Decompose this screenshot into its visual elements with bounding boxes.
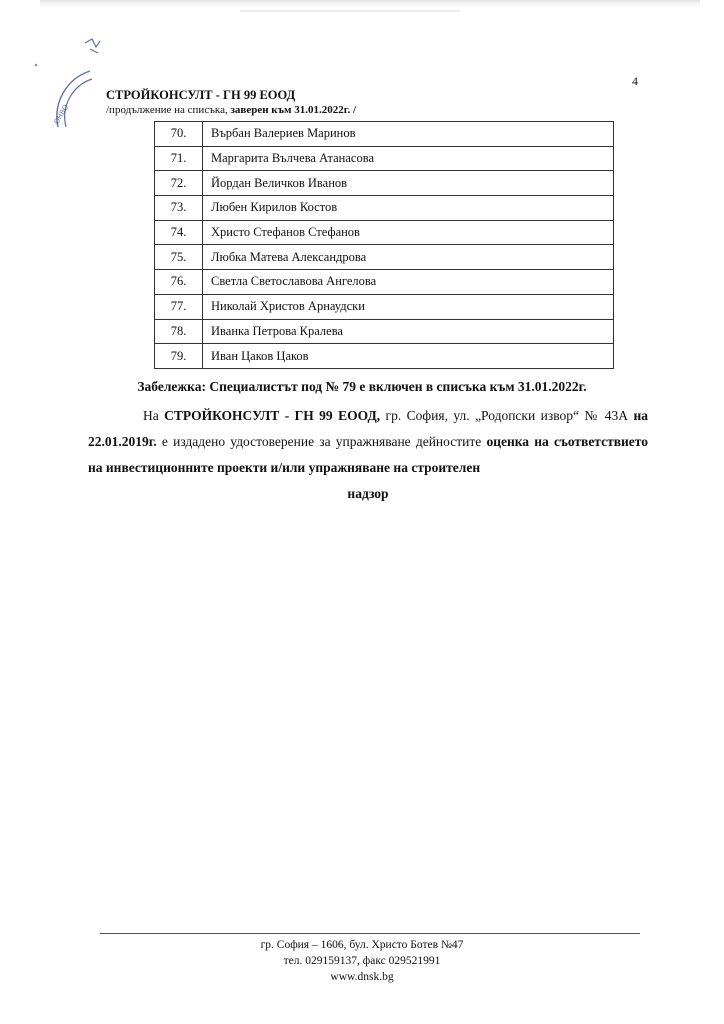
- row-name: Иванка Петрова Кралева: [203, 319, 614, 344]
- table-row: [155, 294, 614, 319]
- row-name: Христо Стефанов Стефанов: [203, 220, 614, 245]
- table-row: [155, 171, 614, 196]
- table-row: [155, 220, 614, 245]
- row-name: Върбан Валериев Маринов: [203, 122, 614, 147]
- subtitle-prefix: /продължение на списъка,: [106, 104, 231, 116]
- footer-divider: [100, 933, 640, 934]
- table-row: [155, 344, 614, 369]
- para-address: гр. София, ул. „Родопски извор“ № 43А: [380, 408, 634, 423]
- table-row: [155, 146, 614, 171]
- footer-website: www.dnsk.bg: [330, 971, 394, 983]
- footer-address: гр. София – 1606, бул. Христо Ботев №47: [260, 939, 464, 951]
- table-row: [155, 270, 614, 295]
- row-name: Николай Христов Арнаудски: [203, 294, 614, 319]
- row-name: Маргарита Вълчева Атанасова: [203, 146, 614, 171]
- row-number: 78.: [155, 319, 203, 344]
- para-last-word: надзор: [347, 486, 389, 501]
- table-row: [155, 319, 614, 344]
- row-name: Любка Матева Александрова: [203, 245, 614, 270]
- row-number: 76.: [155, 270, 203, 295]
- row-number: 74.: [155, 220, 203, 245]
- para-intro: На: [143, 408, 165, 423]
- para-date: на 22.01.2019г.: [88, 408, 648, 449]
- note-text: Забележка: Специалистът под № 79 е включен в списъка към 31.01.2022г.: [137, 379, 587, 394]
- para-company: СТРОЙКОНСУЛТ - ГН 99 ЕООД,: [164, 408, 381, 423]
- row-number: 73.: [155, 196, 203, 221]
- row-name: Йордан Величков Иванов: [203, 171, 614, 196]
- footer: [0, 937, 724, 985]
- row-number: 71.: [155, 146, 203, 171]
- scan-edge-shadow: [40, 0, 700, 10]
- row-number: 72.: [155, 171, 203, 196]
- row-number: 75.: [155, 245, 203, 270]
- scan-edge-line: [240, 10, 460, 12]
- subtitle-bold: заверен към 31.01.2022г. /: [230, 104, 357, 116]
- row-name: Светла Светославова Ангелова: [203, 270, 614, 295]
- footer-phone: тел. 029159137, факс 029521991: [283, 955, 441, 967]
- svg-text:ОНВО: ОНВО: [52, 103, 71, 126]
- specialists-table: [154, 121, 614, 369]
- list-subtitle: [106, 104, 356, 116]
- company-name: СТРОЙКОНСУЛТ - ГН 99 ЕООД: [106, 88, 296, 102]
- table-row: [155, 196, 614, 221]
- certificate-paragraph: [88, 403, 648, 507]
- page-number: 4: [632, 74, 638, 88]
- para-activities: оценка на съответствието на инвестиционните проекти и/или упражняване на строителен: [88, 434, 648, 475]
- table-row: [155, 245, 614, 270]
- row-number: 77.: [155, 294, 203, 319]
- row-number: 70.: [155, 122, 203, 147]
- row-name: Любен Кирилов Костов: [203, 196, 614, 221]
- para-text: е издадено удостоверение за упражняване дейностите: [156, 434, 487, 449]
- table-row: [155, 122, 614, 147]
- row-name: Иван Цаков Цаков: [203, 344, 614, 369]
- row-number: 79.: [155, 344, 203, 369]
